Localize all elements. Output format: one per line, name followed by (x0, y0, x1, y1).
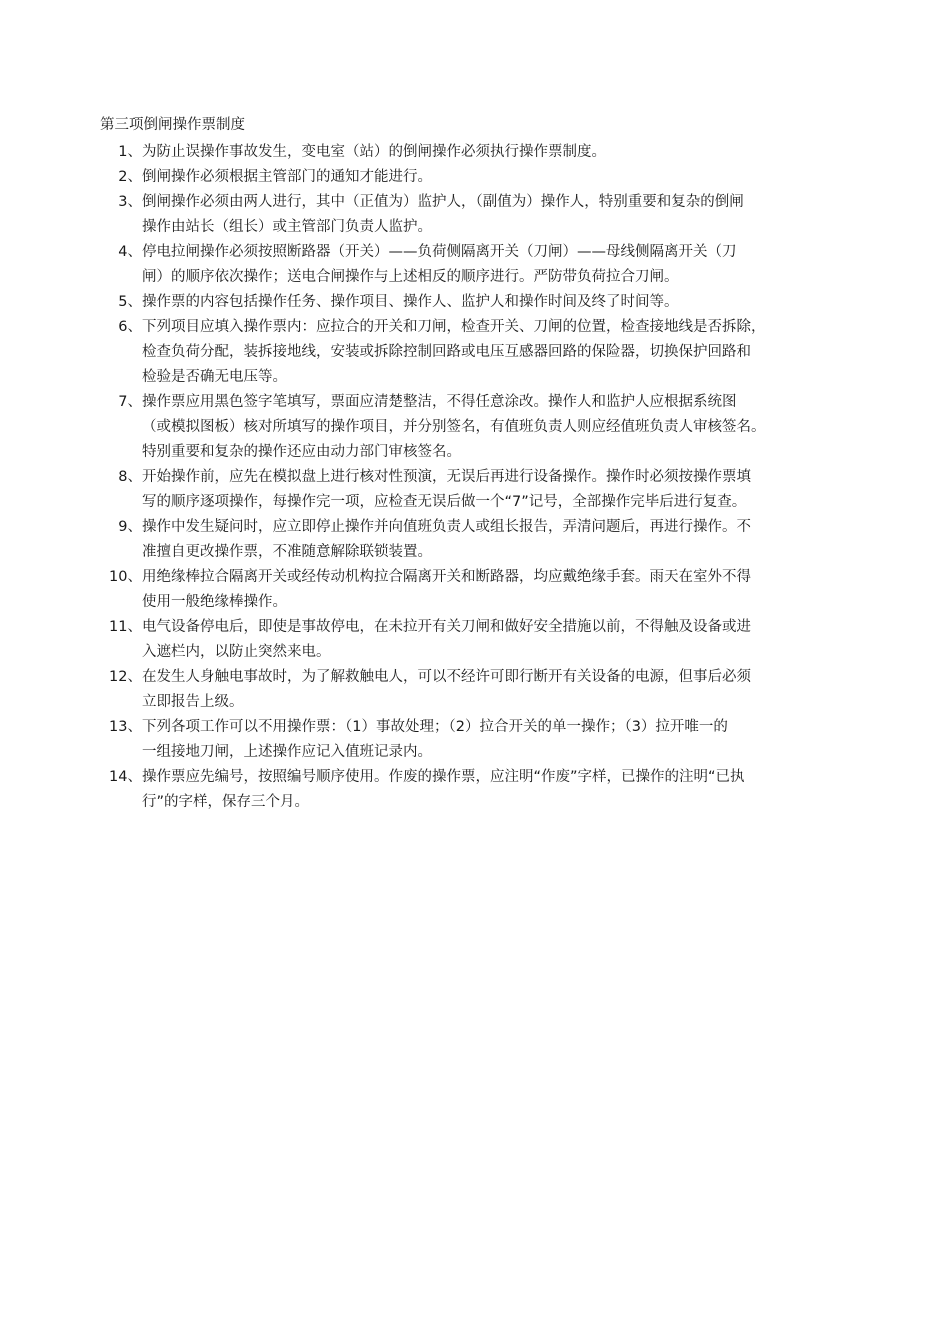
item-text-line: 行”的字样，保存三个月。 (142, 794, 310, 810)
item-text-line: （或模拟图板）核对所填写的操作项目，并分别签名，有值班负责人则应经值班负责人审核签名。 (142, 419, 766, 435)
document-title: 第三项倒闸操作票制度 (100, 117, 245, 133)
item-number: 5、 (118, 294, 142, 310)
item-text-line: 特别重要和复杂的操作还应由动力部门审核签名。 (142, 444, 461, 460)
item-text-line: 检验是否确无电压等。 (142, 369, 287, 385)
item-text-line: 闸）的顺序依次操作；送电合闸操作与上述相反的顺序进行。严防带负荷拉合刀闸。 (142, 269, 679, 285)
item-number: 9、 (118, 519, 142, 535)
item-text-line: 下列各项工作可以不用操作票：（1）事故处理；（2）拉合开关的单一操作；（3）拉开唯一的 (142, 719, 728, 735)
item-text-line: 开始操作前，应先在模拟盘上进行核对性预演，无误后再进行设备操作。操作时必须按操作票填 (142, 469, 751, 485)
item-text-line: 停电拉闸操作必须按照断路器（开关）——负荷侧隔离开关（刀闸）——母线侧隔离开关（刀 (142, 244, 737, 260)
item-number: 12、 (109, 669, 142, 685)
item-number: 13、 (109, 719, 142, 735)
item-text-line: 入遮栏内，以防止突然来电。 (142, 644, 331, 660)
regulation-item (100, 315, 870, 390)
item-text-line: 一组接地刀闸，上述操作应记入值班记录内。 (142, 744, 432, 760)
item-text-line: 操作票应用黑色签字笔填写，票面应清楚整洁，不得任意涂改。操作人和监护人应根据系统图 (142, 394, 737, 410)
regulation-item (100, 140, 870, 165)
regulation-item (100, 515, 870, 565)
regulation-item (100, 665, 870, 715)
item-number: 8、 (118, 469, 142, 485)
item-text-line: 操作票应先编号，按照编号顺序使用。作废的操作票，应注明“作废”字样，已操作的注明“已执 (142, 769, 745, 785)
regulation-item (100, 765, 870, 815)
item-text-line: 操作中发生疑问时，应立即停止操作并向值班负责人或组长报告，弄清问题后，再进行操作。不 (142, 519, 751, 535)
item-text-line: 下列项目应填入操作票内：应拉合的开关和刀闸，检查开关、刀闸的位置，检查接地线是否拆除， (142, 319, 766, 335)
item-number: 14、 (109, 769, 142, 785)
item-text-line: 在发生人身触电事故时，为了解救触电人，可以不经许可即行断开有关设备的电源，但事后必须 (142, 669, 751, 685)
regulation-item (100, 165, 870, 190)
item-text-line: 为防止误操作事故发生，变电室（站）的倒闸操作必须执行操作票制度。 (142, 144, 606, 160)
item-number: 10、 (109, 569, 142, 585)
item-text-line: 准擅自更改操作票，不准随意解除联锁装置。 (142, 544, 432, 560)
item-number: 1、 (118, 144, 142, 160)
item-number: 7、 (118, 394, 142, 410)
regulation-item (100, 465, 870, 515)
item-number: 11、 (109, 619, 142, 635)
item-text-line: 用绝缘棒拉合隔离开关或经传动机构拉合隔离开关和断路器，均应戴绝缘手套。雨天在室外不得 (142, 569, 751, 585)
item-number: 6、 (118, 319, 142, 335)
item-text-line: 检查负荷分配，装拆接地线，安装或拆除控制回路或电压互感器回路的保险器，切换保护回路和 (142, 344, 751, 360)
regulation-item (100, 240, 870, 290)
item-text-line: 操作由站长（组长）或主管部门负责人监护。 (142, 219, 432, 235)
item-number: 3、 (118, 194, 142, 210)
item-text-line: 电气设备停电后，即使是事故停电，在未拉开有关刀闸和做好安全措施以前，不得触及设备或进 (142, 619, 751, 635)
item-text-line: 写的顺序逐项操作，每操作完一项，应检查无误后做一个“7”记号，全部操作完毕后进行复查。 (142, 494, 747, 510)
regulation-item (100, 565, 870, 615)
item-text-line: 操作票的内容包括操作任务、操作项目、操作人、监护人和操作时间及终了时间等。 (142, 294, 679, 310)
item-number: 4、 (118, 244, 142, 260)
regulation-item (100, 190, 870, 240)
regulation-item (100, 615, 870, 665)
regulation-item (100, 390, 870, 465)
item-text-line: 使用一般绝缘棒操作。 (142, 594, 287, 610)
regulation-item (100, 715, 870, 765)
regulation-list (100, 140, 870, 815)
item-text-line: 倒闸操作必须根据主管部门的通知才能进行。 (142, 169, 432, 185)
item-text-line: 立即报告上级。 (142, 694, 244, 710)
item-text-line: 倒闸操作必须由两人进行，其中（正值为）监护人，（副值为）操作人，特别重要和复杂的倒闸 (142, 194, 744, 210)
item-number: 2、 (118, 169, 142, 185)
regulation-item (100, 290, 870, 315)
